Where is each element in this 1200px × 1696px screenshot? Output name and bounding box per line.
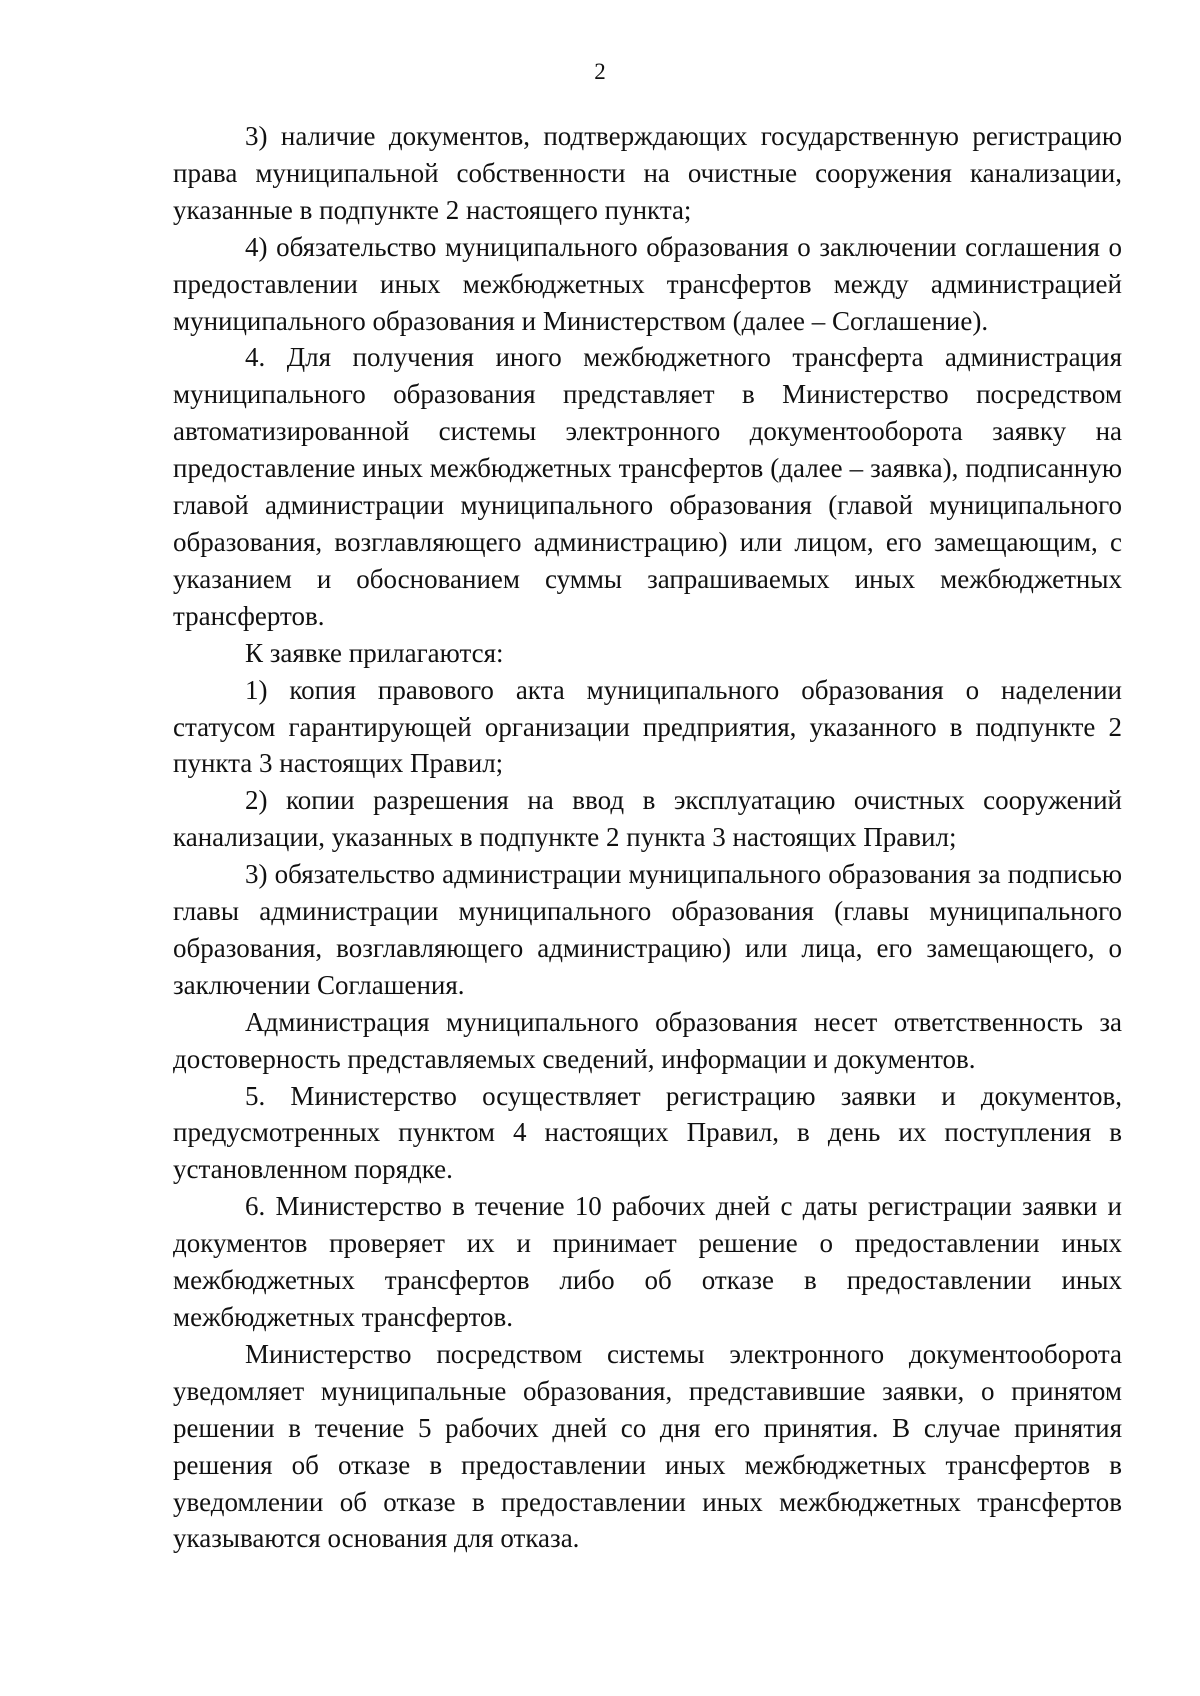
paragraph-item-4-agreement-obligation: 4) обязательство муниципального образования о заключении соглашения о предоставлении иных межбюджетных трансфертов между администрацией муниципального образования и Министерством (далее – Соглашение). <box>173 231 1122 336</box>
paragraph-item-3-ownership-documents: 3) наличие документов, подтверждающих государственную регистрацию права муниципальной собственности на очистные сооружения канализации, указанные в подпункте 2 настоящего пункта; <box>173 121 1122 225</box>
paragraph-attachments-intro: К заявке прилагаются: <box>245 637 504 668</box>
paragraph-responsibility: Администрация муниципального образования несет ответственность за достоверность представляемых сведений, информации и документов. <box>173 1006 1122 1074</box>
paragraph-attachment-2: 2) копии разрешения на ввод в эксплуатацию очистных сооружений канализации, указанных в подпункте 2 пункта 3 настоящих Правил; <box>173 785 1122 853</box>
paragraph-notification: Министерство посредством системы электронного документооборота уведомляет муниципальные образования, представившие заявки, о принятом решении в течение 5 рабочих дней со дня его принятия. В случае принятия решения об отказе в предоставлении иных межбюджетных трансфертов в уведомлении об отказе в предоставлении иных межбюджетных трансфертов указываются основания для отказа. <box>173 1338 1122 1554</box>
paragraph-clause-4-application: 4. Для получения иного межбюджетного трансферта администрация муниципального образования представляет в Министерство посредством автоматизированной системы электронного документооборота заявку на предоставление иных межбюджетных трансфертов (далее – заявка), подписанную главой администрации муниципального образования (главой муниципального образования, возглавляющего администрацию) или лицом, его замещающим, с указанием и обоснованием суммы запрашиваемых иных межбюджетных трансфертов. <box>173 342 1122 631</box>
page-number: 2 <box>594 59 606 84</box>
paragraph-clause-6-decision: 6. Министерство в течение 10 рабочих дней с даты регистрации заявки и документов проверяет их и принимает решение о предоставлении иных межбюджетных трансфертов либо об отказе в предоставлении иных межбюджетных трансфертов. <box>173 1191 1122 1332</box>
paragraph-attachment-3: 3) обязательство администрации муниципального образования за подписью главы администрации муниципального образования (главы муниципального образования, возглавляющего администрацию) или лица, его замещающего, о заключении Соглашения. <box>173 859 1122 1000</box>
paragraph-clause-5-registration: 5. Министерство осуществляет регистрацию заявки и документов, предусмотренных пунктом 4 настоящих Правил, в день их поступления в установленном порядке. <box>173 1080 1122 1185</box>
paragraph-attachment-1: 1) копия правового акта муниципального образования о наделении статусом гарантирующей организации предприятия, указанного в подпункте 2 пункта 3 настоящих Правил; <box>173 674 1122 779</box>
document-body <box>173 118 1122 1557</box>
